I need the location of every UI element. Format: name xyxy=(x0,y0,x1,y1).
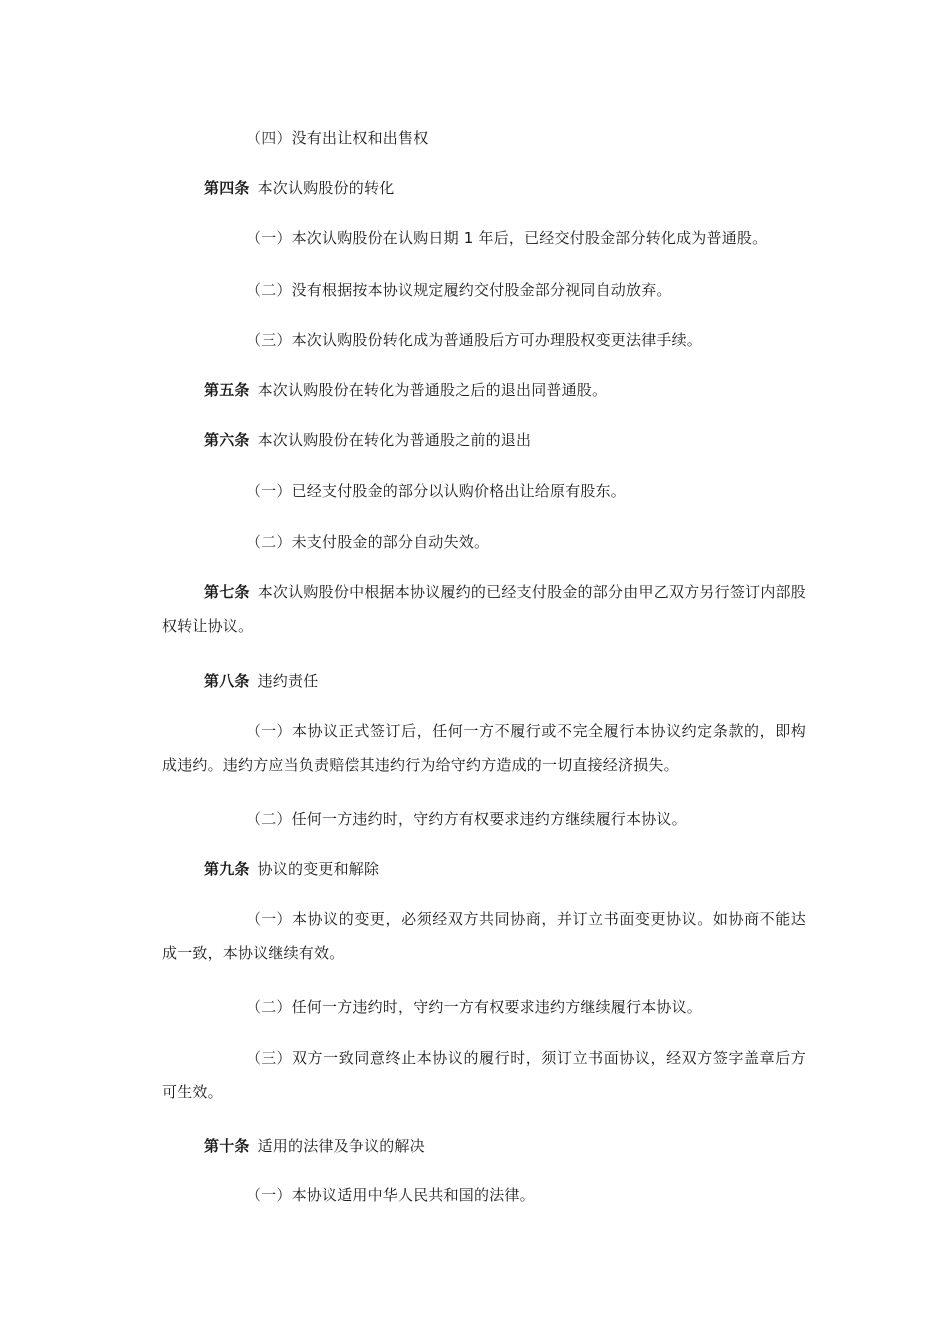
item-text: 没有根据按本协议规定履约交付股金部分视同自动放弃。 xyxy=(291,281,672,299)
item-number: （二） xyxy=(246,533,292,551)
item-number: （二） xyxy=(246,810,292,828)
article-paragraph xyxy=(162,575,806,643)
item-number: （二） xyxy=(246,998,292,1016)
item-number: （三） xyxy=(246,1049,292,1067)
item-number: （二） xyxy=(246,281,292,299)
item-text: 没有出让权和出售权 xyxy=(291,129,429,147)
item-number: （三） xyxy=(246,331,292,349)
clause-item xyxy=(162,990,806,1024)
article-number: 第五条 xyxy=(204,381,250,399)
item-text: 双方一致同意终止本协议的履行时，须订立书面协议，经双方签字盖章后方可生效。 xyxy=(162,1049,806,1101)
item-text: 本协议的变更，必须经双方共同协商，并订立书面变更协议。如协商不能达成一致，本协议继续有效。 xyxy=(162,910,806,962)
clause-item xyxy=(162,714,806,782)
item-number: （四） xyxy=(246,129,292,147)
article-text: 违约责任 xyxy=(257,672,319,690)
clause-item xyxy=(162,221,806,255)
clause-item xyxy=(162,273,806,307)
clause-item xyxy=(162,1178,806,1212)
article-heading xyxy=(162,423,806,457)
article-heading xyxy=(162,1129,806,1163)
item-text: 本次认购股份在认购日期 1 年后，已经交付股金部分转化成为普通股。 xyxy=(291,229,768,247)
item-number: （一） xyxy=(246,722,292,740)
article-heading xyxy=(162,171,806,205)
article-number: 第九条 xyxy=(204,860,250,878)
article-number: 第七条 xyxy=(204,583,250,601)
item-text: 任何一方违约时，守约方有权要求违约方继续履行本协议。 xyxy=(291,810,687,828)
item-text: 已经支付股金的部分以认购价格出让给原有股东。 xyxy=(291,482,627,500)
item-text: 未支付股金的部分自动失效。 xyxy=(291,533,490,551)
item-text: 任何一方违约时，守约一方有权要求违约方继续履行本协议。 xyxy=(291,998,703,1016)
clause-item xyxy=(162,802,806,836)
article-heading xyxy=(162,852,806,886)
article-number: 第十条 xyxy=(204,1137,250,1155)
item-number: （一） xyxy=(246,910,292,928)
article-heading xyxy=(162,664,806,698)
article-number: 第六条 xyxy=(204,431,250,449)
article-text: 本次认购股份中根据本协议履约的已经支付股金的部分由甲乙双方另行签订内部股权转让协议。 xyxy=(162,583,806,635)
clause-item xyxy=(162,525,806,559)
article-text: 本次认购股份在转化为普通股之后的退出同普通股。 xyxy=(257,381,608,399)
clause-item xyxy=(162,121,806,155)
article-number: 第八条 xyxy=(204,672,250,690)
article-number: 第四条 xyxy=(204,179,250,197)
item-text: 本次认购股份转化成为普通股后方可办理股权变更法律手续。 xyxy=(291,331,703,349)
item-text: 本协议正式签订后，任何一方不履行或不完全履行本协议约定条款的，即构成违约。违约方应当负责赔偿其违约行为给守约方造成的一切直接经济损失。 xyxy=(162,722,806,774)
clause-item xyxy=(162,902,806,970)
item-number: （一） xyxy=(246,1186,292,1204)
article-text: 适用的法律及争议的解决 xyxy=(257,1137,425,1155)
clause-item xyxy=(162,1041,806,1109)
article-heading xyxy=(162,373,806,407)
clause-item xyxy=(162,474,806,508)
article-text: 本次认购股份的转化 xyxy=(257,179,395,197)
item-text: 本协议适用中华人民共和国的法律。 xyxy=(291,1186,535,1204)
article-text: 本次认购股份在转化为普通股之前的退出 xyxy=(257,431,532,449)
item-number: （一） xyxy=(246,482,292,500)
clause-item xyxy=(162,323,806,357)
item-number: （一） xyxy=(246,229,292,247)
article-text: 协议的变更和解除 xyxy=(257,860,380,878)
